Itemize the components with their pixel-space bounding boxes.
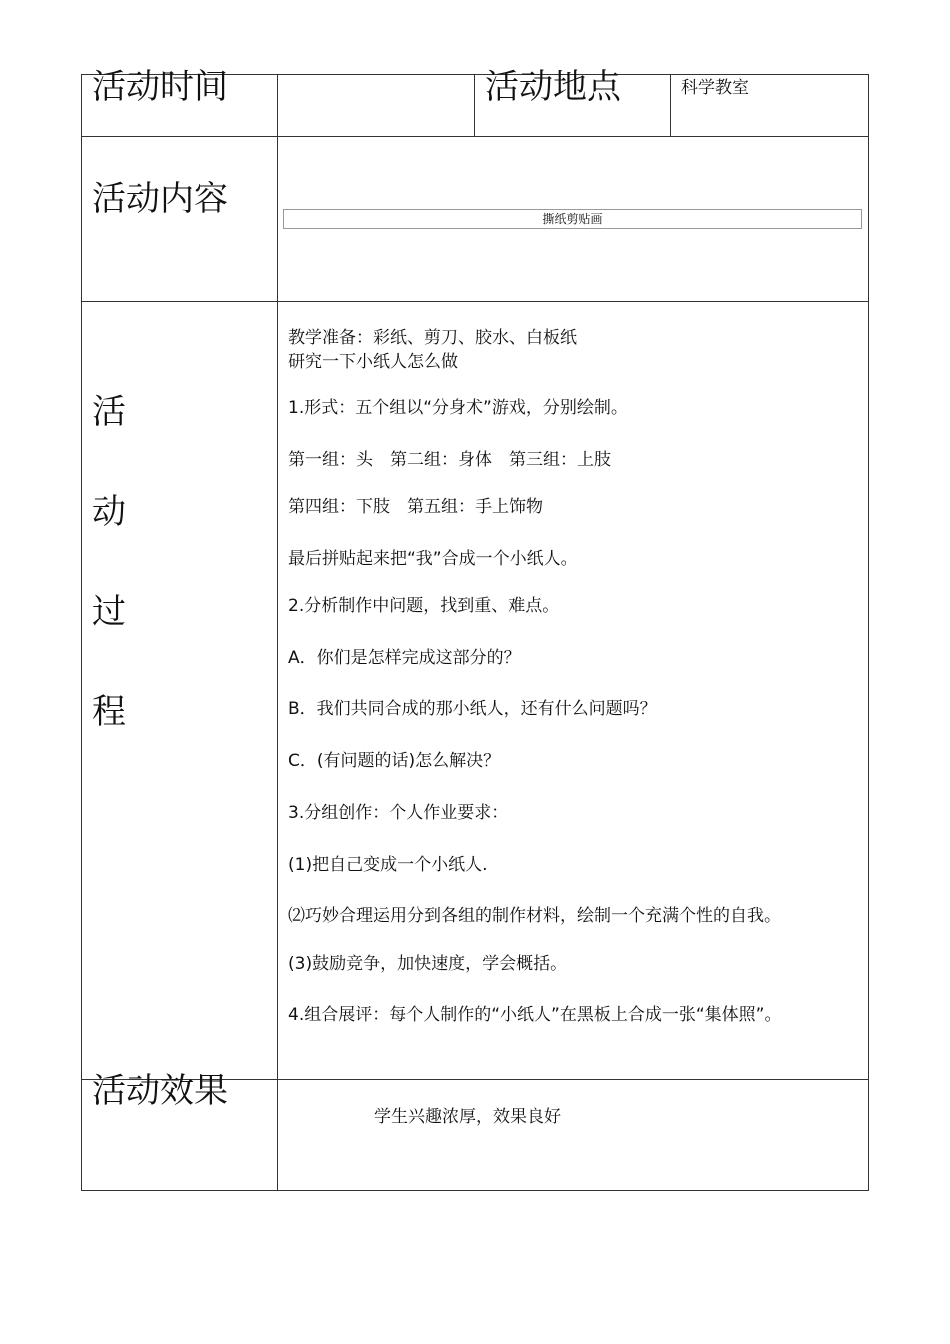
content-value-box bbox=[283, 209, 862, 229]
content-label: 活动内容 bbox=[92, 179, 228, 219]
process-line-14: (3)鼓励竞争，加快速度，学会概括。 bbox=[288, 954, 568, 974]
process-label-char-2: 动 bbox=[92, 492, 126, 532]
row-divider-2 bbox=[81, 301, 869, 302]
process-line-4: 第一组：头 第二组：身体 第三组：上肢 bbox=[288, 450, 611, 470]
process-line-10: C．(有问题的话)怎么解决？ bbox=[288, 751, 501, 771]
process-label-char-4: 程 bbox=[92, 692, 126, 732]
process-line-9: B．我们共同合成的那小纸人，还有什么问题吗？ bbox=[288, 699, 657, 719]
row-divider-1 bbox=[81, 136, 869, 137]
process-line-2: 研究一下小纸人怎么做 bbox=[288, 352, 458, 372]
process-line-5: 第四组：下肢 第五组：手上饰物 bbox=[288, 497, 543, 517]
content-value: 撕纸剪贴画 bbox=[542, 212, 603, 226]
process-line-15: 4.组合展评：每个人制作的“小纸人”在黑板上合成一张“集体照”。 bbox=[288, 1005, 782, 1025]
table-border-right bbox=[868, 74, 869, 1191]
process-line-7: 2.分析制作中问题，找到重、难点。 bbox=[288, 596, 560, 616]
place-label: 活动地点 bbox=[485, 67, 621, 107]
process-label-char-3: 过 bbox=[92, 592, 126, 632]
process-line-3: 1.形式：五个组以“分身术”游戏，分别绘制。 bbox=[288, 398, 628, 418]
column-divider-place-value bbox=[670, 74, 671, 136]
process-label-char-1: 活 bbox=[92, 392, 126, 432]
table-border-left bbox=[81, 74, 82, 1191]
process-line-8: A．你们是怎样完成这部分的？ bbox=[288, 648, 521, 668]
process-line-1: 教学准备：彩纸、剪刀、胶水、白板纸 bbox=[288, 328, 577, 348]
column-divider-label bbox=[277, 74, 278, 1191]
process-line-11: 3.分组创作：个人作业要求： bbox=[288, 803, 509, 823]
process-line-12: (1)把自己变成一个小纸人. bbox=[288, 855, 488, 875]
place-value: 科学教室 bbox=[681, 78, 749, 98]
table-border-bottom bbox=[81, 1190, 869, 1191]
column-divider-place-label bbox=[474, 74, 475, 136]
process-line-6: 最后拼贴起来把“我”合成一个小纸人。 bbox=[288, 549, 578, 569]
process-line-13: ⑵巧妙合理运用分到各组的制作材料，绘制一个充满个性的自我。 bbox=[288, 906, 781, 926]
effect-value: 学生兴趣浓厚，效果良好 bbox=[374, 1107, 561, 1127]
effect-label: 活动效果 bbox=[92, 1071, 228, 1111]
time-label: 活动时间 bbox=[92, 67, 228, 107]
